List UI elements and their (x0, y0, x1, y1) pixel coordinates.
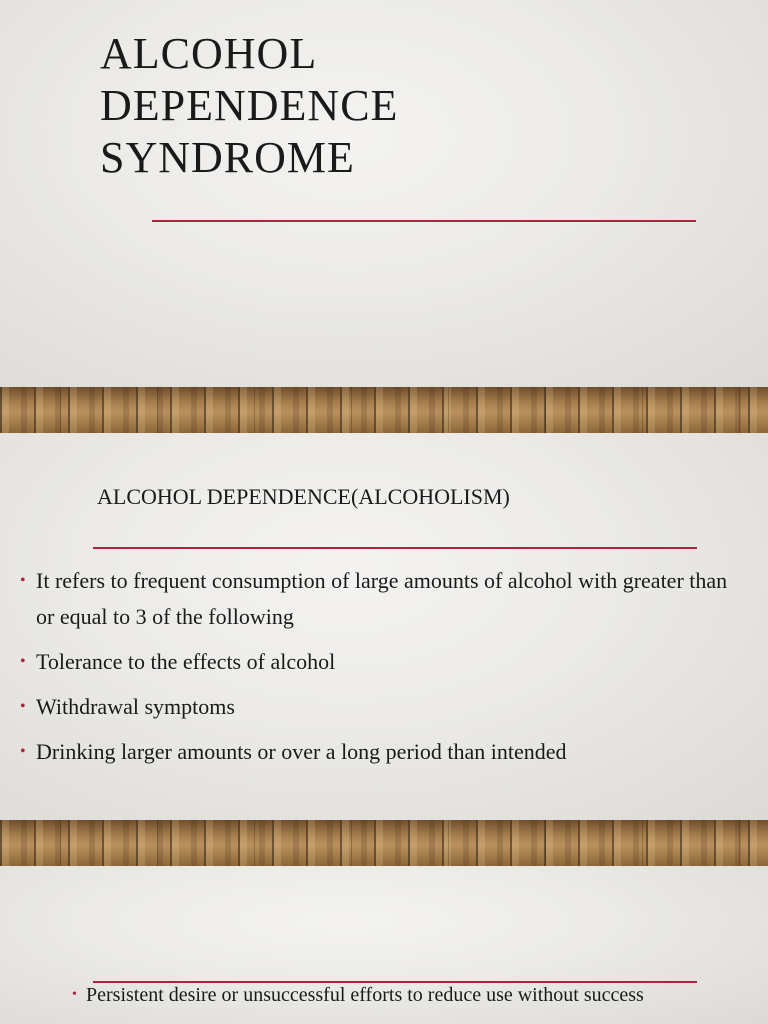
list-item (18, 644, 728, 680)
slide-1 (0, 0, 768, 387)
bullet-icon: • (20, 743, 26, 760)
title-divider (152, 220, 696, 222)
bullet-icon: • (20, 698, 26, 715)
list-item (18, 734, 728, 770)
bullet-list (18, 563, 728, 779)
list-item-text: Withdrawal symptoms (36, 694, 235, 719)
bullet-icon: • (72, 987, 77, 1002)
bullet-icon: • (20, 653, 26, 670)
wood-floor-band (0, 820, 768, 866)
list-item-text: It refers to frequent consumption of large amounts of alcohol with greater than or equal to 3 of the following (36, 568, 728, 629)
wood-floor-band (0, 387, 768, 433)
list-item (18, 689, 728, 725)
list-item (18, 563, 728, 635)
title-line: ALCOHOL (100, 29, 318, 78)
title-line: DEPENDENCE (100, 81, 399, 130)
bullet-icon: • (20, 572, 26, 589)
list-item (72, 980, 692, 1010)
title-line: SYNDROME (100, 133, 355, 182)
list-item-text: Tolerance to the effects of alcohol (36, 649, 336, 674)
bullet-list (72, 980, 692, 1010)
slide-title (100, 28, 398, 184)
slide-heading: ALCOHOL DEPENDENCE(ALCOHOLISM) (97, 484, 510, 509)
list-item-text: Drinking larger amounts or over a long period than intended (36, 739, 567, 764)
heading-divider (93, 547, 697, 549)
list-item-text: Persistent desire or unsuccessful efforts to reduce use without success (86, 984, 644, 1006)
